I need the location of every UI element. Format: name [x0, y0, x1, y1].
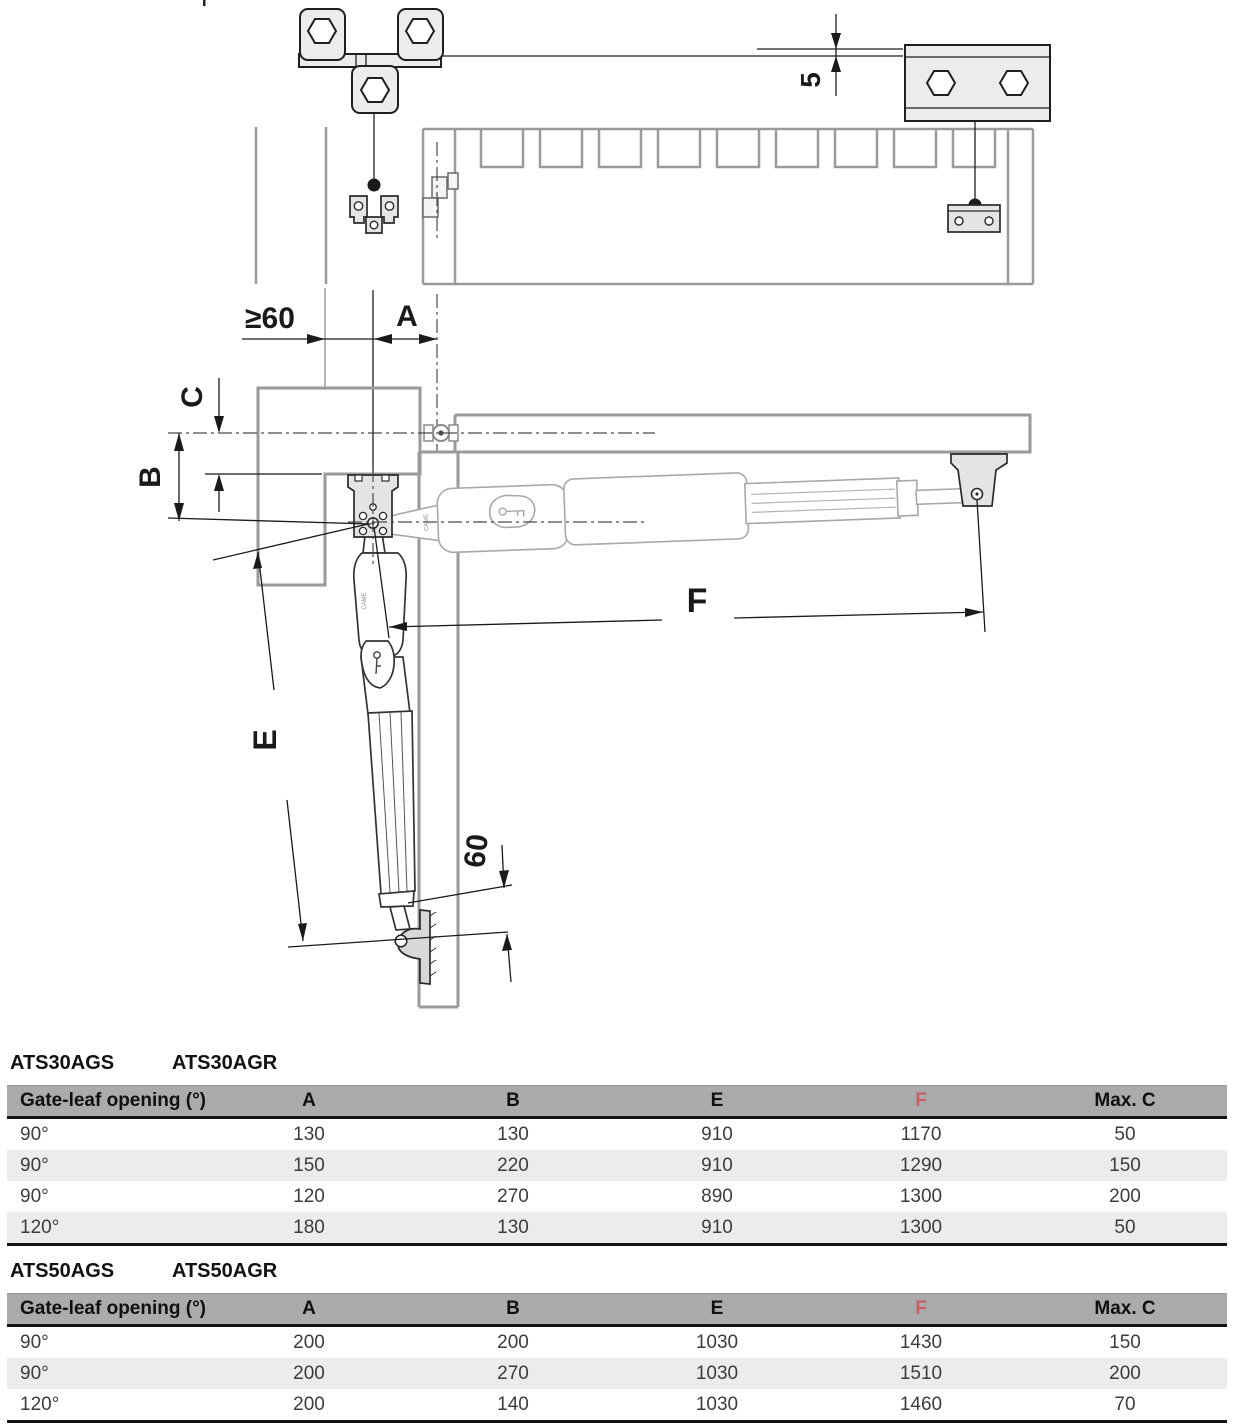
dim-label-offset: 60 [458, 832, 495, 870]
hex-bolt-icon [308, 19, 336, 43]
cell-e: 890 [701, 1185, 733, 1207]
col-header-a: A [302, 1298, 316, 1319]
cell-maxc: 50 [1114, 1123, 1136, 1145]
cell-b: 200 [497, 1331, 529, 1353]
model-names [10, 1260, 1234, 1283]
dim-label-f: F [686, 582, 708, 620]
cell-opening: 90° [20, 1154, 49, 1176]
dim-label-c: C [176, 386, 209, 408]
cell-opening: 90° [20, 1123, 49, 1145]
cell-maxc: 200 [1109, 1362, 1141, 1384]
spec-table-ats30 [7, 1085, 1227, 1246]
cell-e: 1030 [695, 1362, 739, 1384]
cell-f: 1300 [899, 1185, 943, 1207]
cell-b: 130 [497, 1123, 529, 1145]
col-header-e: E [710, 1298, 724, 1319]
col-header-a: A [302, 1090, 316, 1111]
cell-b: 140 [497, 1393, 529, 1415]
brand-mark: CAME [362, 592, 368, 610]
model-name: ATS50AGR [172, 1260, 278, 1282]
cell-f: 1430 [899, 1331, 943, 1353]
cell-a: 150 [293, 1154, 325, 1176]
cell-f: 1300 [899, 1216, 943, 1238]
dim-b [134, 433, 371, 524]
table-row [7, 1212, 1227, 1245]
col-header-e: E [710, 1090, 724, 1111]
front-bracket-detail [299, 9, 443, 233]
cell-a: 180 [293, 1216, 325, 1238]
spec-table-ats50 [7, 1293, 1227, 1423]
section-ats30 [0, 1052, 1234, 1246]
col-header-f: F [915, 1298, 927, 1319]
dim-a [396, 300, 437, 344]
elevation-view [168, 288, 1030, 1007]
dim-label-b: B [134, 466, 167, 488]
col-header-maxc: Max. C [1094, 1090, 1156, 1111]
cell-e: 910 [701, 1216, 733, 1238]
table-row [7, 1118, 1227, 1151]
model-name: ATS50AGS [10, 1260, 115, 1282]
hinge-plan [423, 173, 458, 217]
cell-f: 1290 [899, 1154, 943, 1176]
cell-maxc: 150 [1109, 1331, 1141, 1353]
hex-bolt-icon [1000, 71, 1028, 95]
dim-gap-5 [795, 14, 841, 96]
cell-b: 130 [497, 1216, 529, 1238]
cell-f: 1170 [900, 1123, 942, 1145]
cell-e: 1030 [695, 1331, 739, 1353]
col-header-maxc: Max. C [1094, 1298, 1156, 1319]
cell-b: 270 [497, 1185, 529, 1207]
cell-opening: 90° [20, 1362, 49, 1384]
cell-a: 130 [293, 1123, 325, 1145]
brand-mark: CAME [423, 513, 431, 532]
hex-bolt-icon [361, 78, 389, 102]
dim-label-a: A [396, 300, 418, 333]
cell-e: 1030 [695, 1393, 739, 1415]
table-header-row [7, 1086, 1227, 1118]
cell-opening: 90° [20, 1331, 49, 1353]
cell-e: 910 [701, 1154, 733, 1176]
callout-dot [368, 179, 381, 192]
cell-a: 200 [293, 1362, 325, 1384]
gate-leaf-closed [419, 415, 1030, 452]
col-header-opening: Gate-leaf opening (°) [20, 1090, 206, 1111]
dim-label-e: E [247, 729, 283, 751]
rear-plate-plan-symbol [948, 205, 1000, 232]
gate-pickets [481, 130, 995, 167]
cell-f: 1460 [899, 1393, 943, 1415]
table-row [7, 1150, 1227, 1181]
cell-a: 120 [293, 1185, 325, 1207]
cell-f: 1510 [899, 1362, 943, 1384]
cell-maxc: 200 [1109, 1185, 1141, 1207]
model-name: ATS30AGR [172, 1052, 278, 1074]
table-row [7, 1358, 1227, 1389]
table-header-row [7, 1294, 1227, 1326]
hex-bolt-icon [406, 19, 434, 43]
plan-view-gate [256, 127, 1033, 284]
col-header-f: F [915, 1090, 927, 1111]
cell-maxc: 70 [1114, 1393, 1136, 1415]
cell-opening: 120° [20, 1393, 60, 1415]
dim-label-5: 5 [795, 72, 826, 88]
dim-label-clearance: ≥60 [245, 302, 295, 335]
dim-c [176, 378, 322, 512]
cell-opening: 120° [20, 1216, 60, 1238]
table-row [7, 1181, 1227, 1212]
cell-a: 200 [293, 1393, 325, 1415]
cell-a: 200 [293, 1331, 325, 1353]
model-names [10, 1052, 1234, 1075]
model-name: ATS30AGS [10, 1052, 115, 1074]
rear-plate-detail [441, 45, 1050, 232]
section-ats50 [0, 1260, 1234, 1423]
cell-b: 270 [497, 1362, 529, 1384]
front-bracket-plan-symbol [350, 196, 398, 233]
col-header-b: B [506, 1298, 520, 1319]
cell-e: 910 [701, 1123, 733, 1145]
cell-maxc: 150 [1109, 1154, 1141, 1176]
actuator-horizontal [381, 464, 978, 555]
cell-b: 220 [497, 1154, 529, 1176]
page-crop-tick [203, 0, 206, 6]
cell-opening: 90° [20, 1185, 49, 1207]
col-header-opening: Gate-leaf opening (°) [20, 1298, 206, 1319]
col-header-b: B [506, 1090, 520, 1111]
table-row [7, 1389, 1227, 1422]
actuator-vertical [354, 527, 415, 930]
hex-bolt-icon [927, 71, 955, 95]
table-row [7, 1326, 1227, 1359]
cell-maxc: 50 [1114, 1216, 1136, 1238]
